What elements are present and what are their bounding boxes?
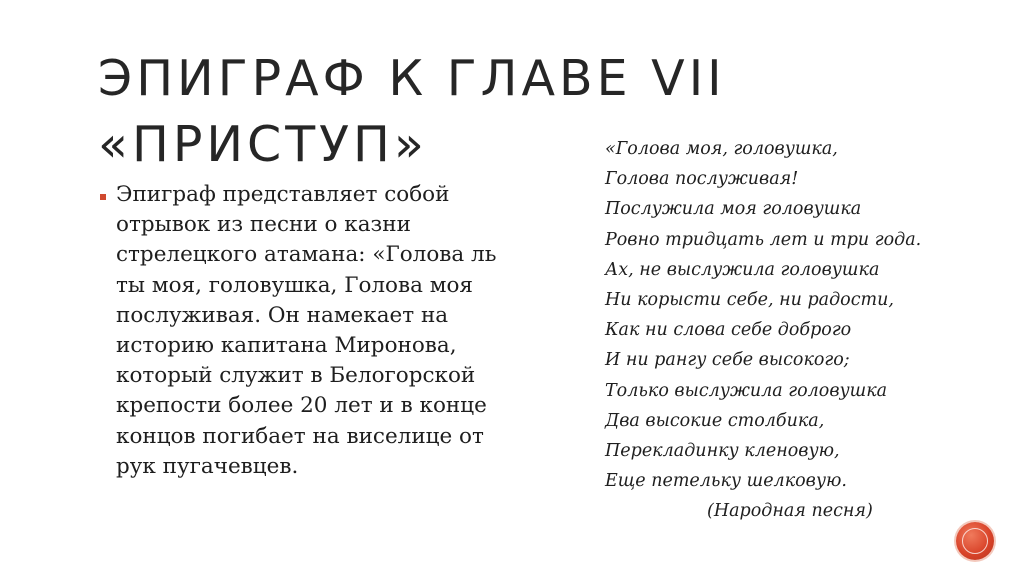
slide-title-line-1: ЭПИГРАФ К ГЛАВЕ VII — [98, 50, 726, 107]
poem-line: Два высокие столбика, — [605, 410, 825, 431]
poem-line: Послужила моя головушка — [605, 199, 862, 220]
poem-line: Ах, не выслужила головушка — [605, 259, 880, 280]
circle-icon — [962, 528, 988, 554]
poem-line: Голова послуживая! — [605, 169, 799, 190]
poem-line: «Голова моя, головушка, — [605, 139, 838, 159]
poem-line: И ни рангу себе высокого; — [605, 350, 850, 371]
poem-source: (Народная песня) — [707, 501, 873, 522]
next-slide-button[interactable] — [956, 522, 994, 560]
slide-title-line-2: «ПРИСТУП» — [98, 116, 428, 173]
square-bullet-icon — [100, 194, 106, 200]
poem-line: Только выслужила головушка — [605, 380, 888, 401]
bullet-item — [100, 180, 520, 482]
poem-block — [605, 134, 1005, 526]
bullet-text: Эпиграф представляет собой отрывок из песни о казни стрелецкого атамана: «Голова ль ты моя, головушка, Голова моя послуживая. Он намекает на историю капитана Миронова, который служит в Белогорской крепости более 20 лет и в конце концов погибает на виселице от рук пугачевцев. — [116, 182, 497, 479]
poem-line: Еще петельку шелковую. — [605, 471, 847, 492]
poem-line: Перекладинку кленовую, — [605, 440, 840, 461]
poem-line: Ни корысти себе, ни радости, — [605, 289, 894, 310]
bullet-list — [100, 180, 520, 482]
poem-line: Ровно тридцать лет и три года. — [605, 229, 922, 250]
poem-line: Как ни слова себе доброго — [605, 320, 852, 341]
